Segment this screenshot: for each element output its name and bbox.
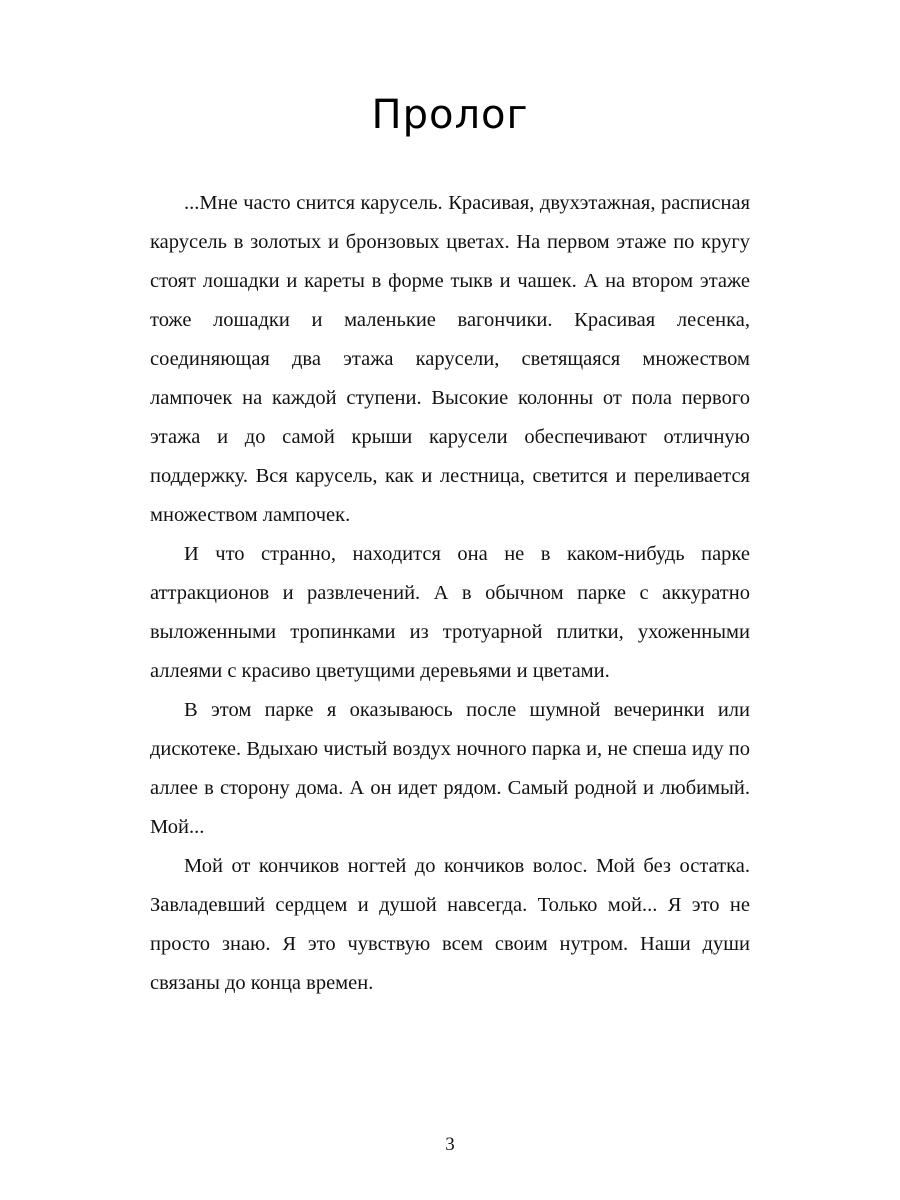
page-number: 3: [445, 1134, 455, 1155]
paragraph: Мой от кончиков ногтей до кончиков волос. Мой без остатка. Завладевший сердцем и душой навсегда. Только мой... Я это не просто знаю. Я это чувствую всем своим нутром. Наши души связаны до конца времен.: [150, 855, 750, 994]
body-text: [150, 184, 750, 1003]
page-title: Пролог: [371, 92, 529, 138]
paragraph: В этом парке я оказываюсь после шумной вечеринки или дискотеке. Вдыхаю чистый воздух ночного парка и, не спеша иду по аллее в сторону дома. А он идет рядом. Самый родной и любимый. Мой...: [150, 699, 750, 838]
paragraph: ...Мне часто снится карусель. Красивая, двухэтажная, расписная карусель в золотых и бронзовых цветах. На первом этаже по кругу стоят лошадки и кареты в форме тыкв и чашек. А на втором этаже тоже лошадки и маленькие вагончики. Красивая лесенка, соединяющая два этажа карусели, светящаяся множеством лампочек на каждой ступени. Высокие колонны от пола первого этажа и до самой крыши карусели обеспечивают отличную поддержку. Вся карусель, как и лестница, светится и переливается множеством лампочек.: [150, 192, 750, 526]
paragraph: И что странно, находится она не в каком-нибудь парке аттракционов и развлечений. А в обычном парке с аккуратно выложенными тропинками из тротуарной плитки, ухоженными аллеями с красиво цветущими деревьями и цветами.: [150, 543, 750, 682]
